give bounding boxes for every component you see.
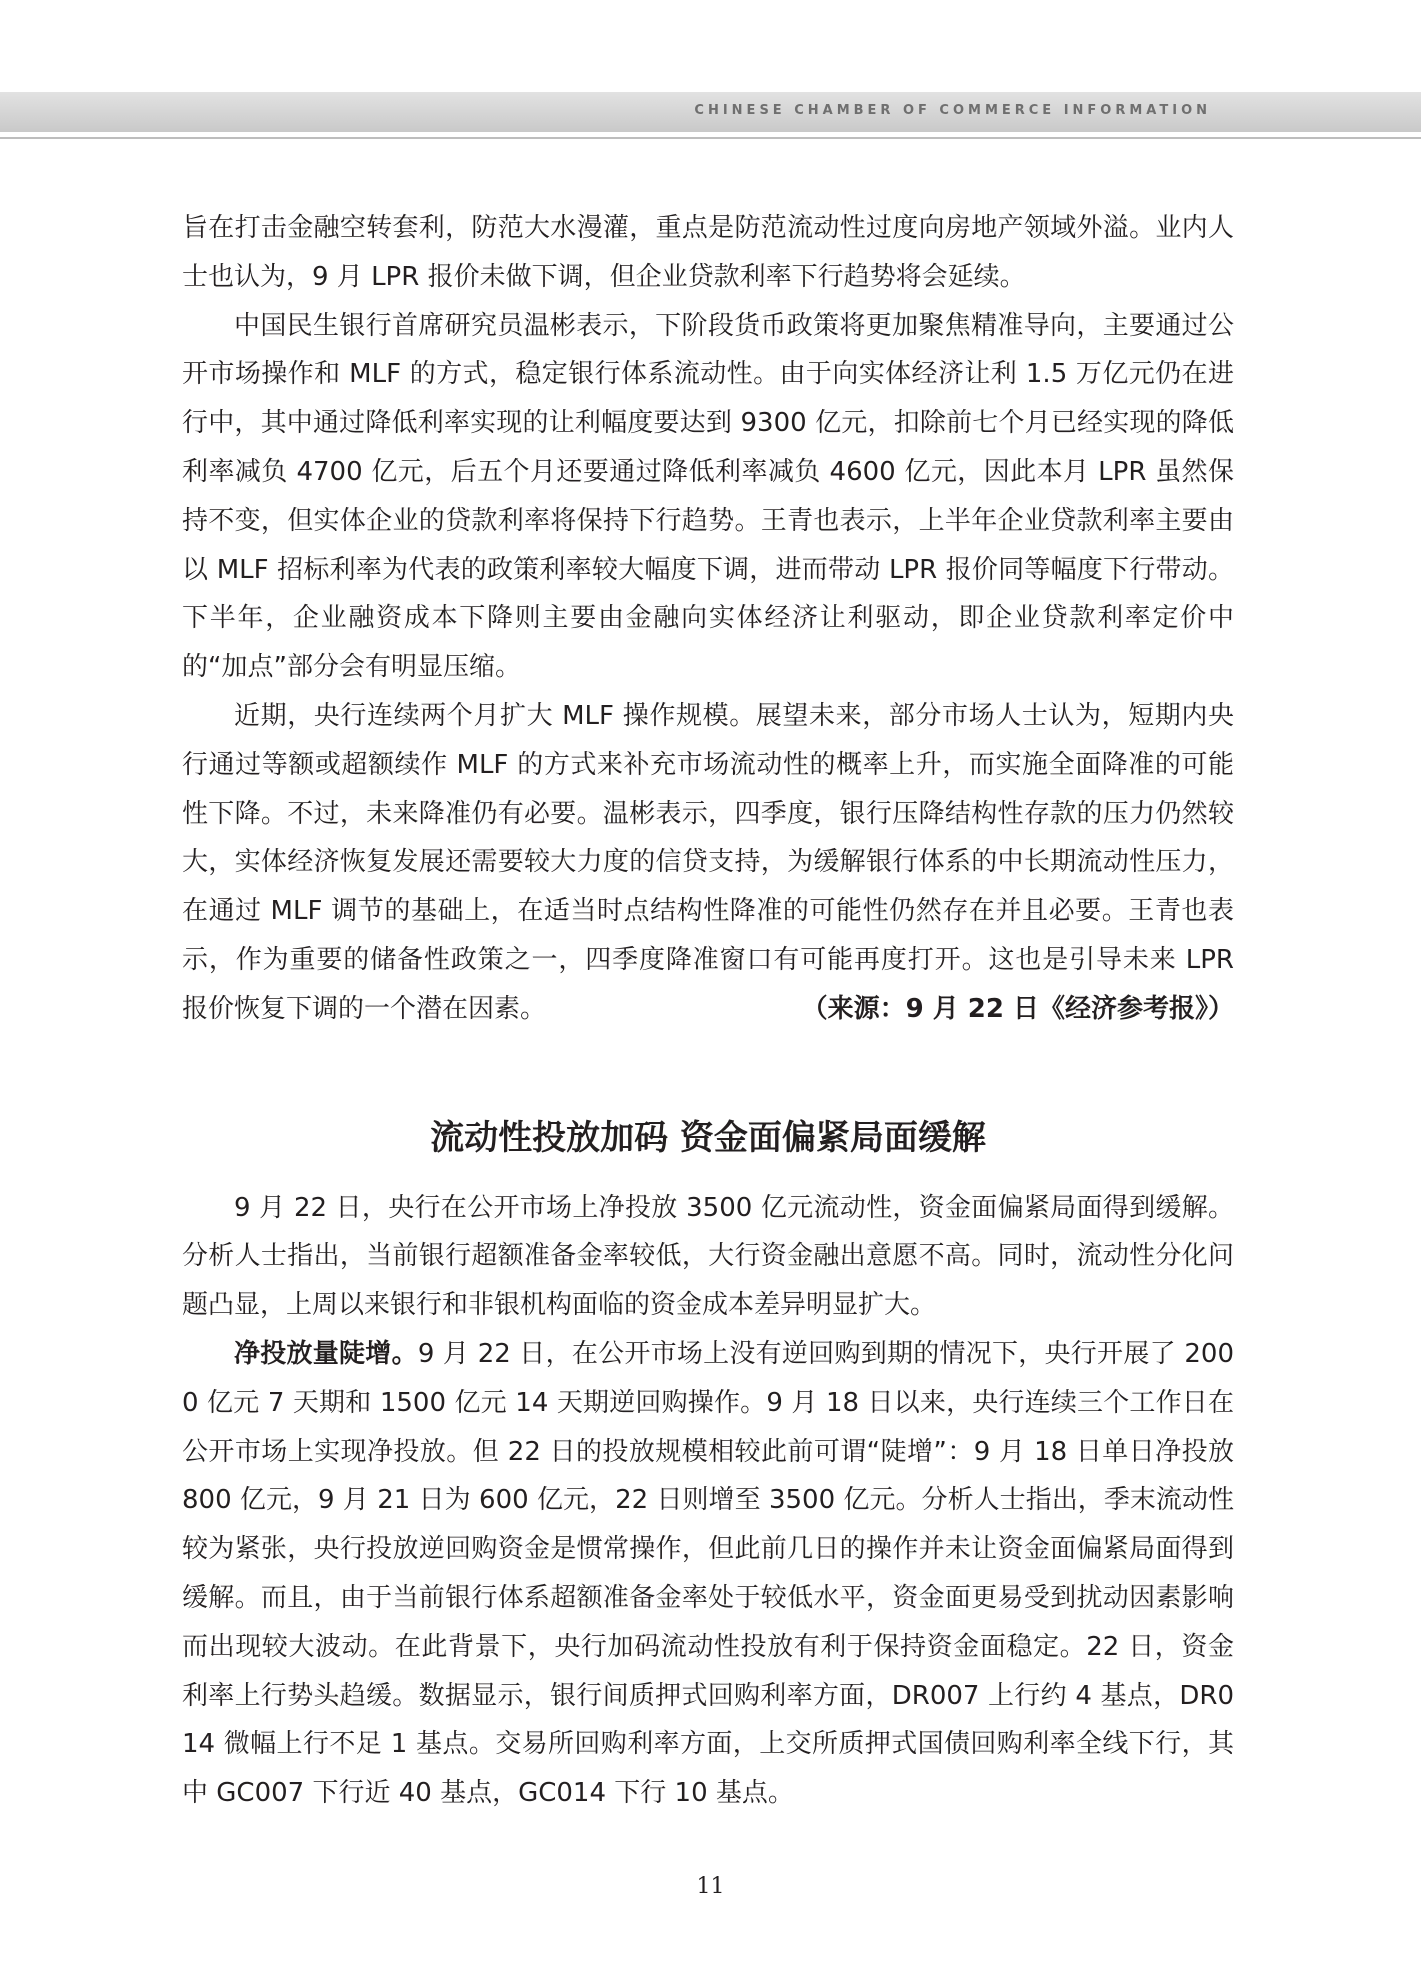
publication-header: CHINESE CHAMBER OF COMMERCE INFORMATION: [694, 103, 1211, 118]
page-number: 11: [696, 1874, 725, 1899]
paragraph: [182, 1330, 1234, 1818]
paragraph: 9 月 22 日，央行在公开市场上净投放 3500 亿元流动性，资金面偏紧局面得到缓解。分析人士指出，当前银行超额准备金率较低，大行资金融出意愿不高。同时，流动性分化问题凸显，上周以来银行和非银机构面临的资金成本差异明显扩大。: [182, 1192, 1234, 1321]
paragraph-continued: 旨在打击金融空转套利，防范大水漫灌，重点是防范流动性过度向房地产领域外溢。业内人士也认为，9 月 LPR 报价未做下调，但企业贷款利率下行趋势将会延续。: [182, 213, 1234, 292]
paragraph: 中国民生银行首席研究员温彬表示，下阶段货币政策将更加聚焦精准导向，主要通过公开市场操作和 MLF 的方式，稳定银行体系流动性。由于向实体经济让利 1.5 万亿元仍在进行中，其中通过降低利率实现的让利幅度要达到 9300 亿元，扣除前七个月已经实现的降低利率减负 4700 亿元，后五个月还要通过降低利率减负 4600 亿元，因此本月 LPR 虽然保持不变，但实体企业的贷款利率将保持下行趋势。王青也表示，上半年企业贷款利率主要由以 MLF 招标利率为代表的政策利率较大幅度下调，进而带动 LPR 报价同等幅度下行带动。下半年，企业融资成本下降则主要由金融向实体经济让利驱动，即企业贷款利率定价中的“加点”部分会有明显压缩。: [182, 310, 1234, 683]
section-title: 流动性投放加码 资金面偏紧局面缓解: [430, 1117, 986, 1158]
page-content: [182, 204, 1234, 1818]
paragraph-text: 近期，央行连续两个月扩大 MLF 操作规模。展望未来，部分市场人士认为，短期内央行通过等额或超额续作 MLF 的方式来补充市场流动性的概率上升，而实施全面降准的可能性下降。不过，未来降准仍有必要。温彬表示，四季度，银行压降结构性存款的压力仍然较大，实体经济恢复发展还需要较大力度的信贷支持，为缓解银行体系的中长期流动性压力，在通过 MLF 调节的基础上，在适当时点结构性降准的可能性仍然存在并且必要。王青也表示，作为重要的储备性政策之一，四季度降准窗口有可能再度打开。这也是引导未来 LPR 报价恢复下调的一个潜在因素。: [182, 700, 1234, 1024]
paragraph: [182, 692, 1234, 1034]
paragraph-lead-heading: 净投放量陡增。: [234, 1338, 418, 1369]
header-divider: [0, 137, 1421, 139]
source-citation: （来源：9 月 22 日《经济参考报》）: [801, 993, 1234, 1024]
paragraph-text: 9 月 22 日，在公开市场上没有逆回购到期的情况下，央行开展了 2000 亿元 7 天期和 1500 亿元 14 天期逆回购操作。9 月 18 日以来，央行连续三个工作日在公开市场上实现净投放。但 22 日的投放规模相较此前可谓“陡增”：9 月 18 日单日净投放 800 亿元，9 月 21 日为 600 亿元，22 日则增至 3500 亿元。分析人士指出，季末流动性较为紧张，央行投放逆回购资金是惯常操作，但此前几日的操作并未让资金面偏紧局面得到缓解。而且，由于当前银行体系超额准备金率处于较低水平，资金面更易受到扰动因素影响而出现较大波动。在此背景下，央行加码流动性投放有利于保持资金面稳定。22 日，资金利率上行势头趋缓。数据显示，银行间质押式回购利率方面，DR007 上行约 4 基点，DR014 微幅上行不足 1 基点。交易所回购利率方面，上交所质押式国债回购利率全线下行，其中 GC007 下行近 40 基点，GC014 下行 10 基点。: [182, 1338, 1234, 1809]
